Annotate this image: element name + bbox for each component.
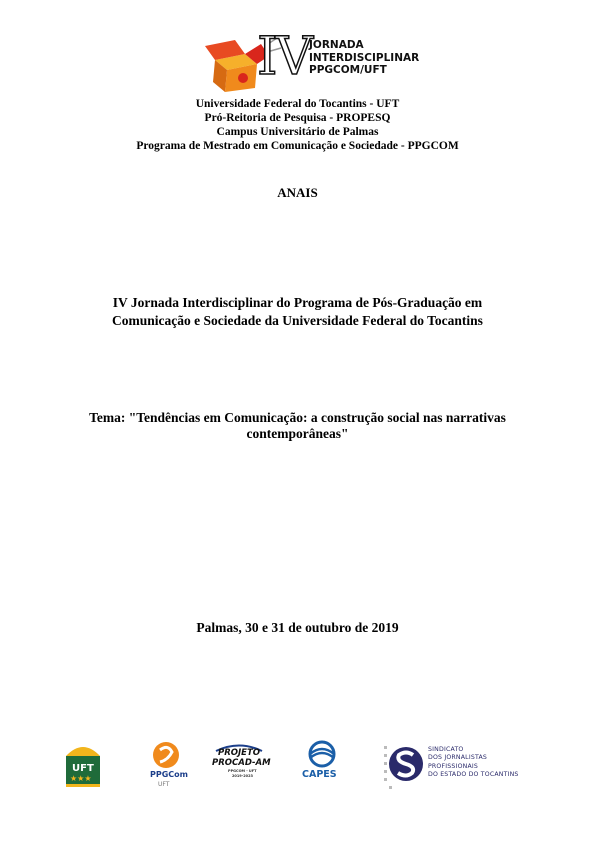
logo-line: JORNADA bbox=[309, 39, 364, 51]
institution-line: Campus Universitário de Palmas bbox=[216, 126, 379, 138]
procad-line2: PROCAD-AM bbox=[212, 758, 271, 768]
sjpt-logo bbox=[384, 742, 519, 792]
logo-line: INTERDISCIPLINAR bbox=[309, 51, 420, 64]
ppgcom-swirl-icon bbox=[146, 740, 186, 770]
event-title-line: IV Jornada Interdisciplinar do Programa de Pós-Graduação em bbox=[112, 295, 483, 310]
theme-line: contemporâneas" bbox=[246, 426, 349, 441]
ppgcom-sub: UFT bbox=[158, 781, 170, 788]
ppgcom-label: PPGCom bbox=[150, 770, 188, 779]
ppgcom-logo bbox=[146, 740, 186, 792]
uft-label: UFT bbox=[72, 763, 94, 774]
sjpt-line: DOS JORNALISTAS bbox=[428, 754, 488, 762]
event-title bbox=[0, 294, 595, 330]
procad-logo bbox=[210, 742, 271, 782]
capes-label: CAPES bbox=[302, 769, 337, 780]
event-title-line: Comunicação e Sociedade da Universidade Federal do Tocantins bbox=[112, 313, 483, 328]
uft-logo bbox=[62, 738, 104, 788]
sjpt-line: DO ESTADO DO TOCANTINS bbox=[428, 771, 519, 779]
procad-sub1: PPGCOM - UFT bbox=[228, 769, 257, 773]
date-place: Palmas, 30 e 31 de outubro de 2019 bbox=[196, 620, 399, 635]
logo-roman-numeral: IV bbox=[257, 27, 312, 87]
jornada-logo bbox=[205, 27, 420, 96]
logo-text bbox=[309, 39, 419, 77]
sjpt-line: PROFISSIONAIS bbox=[428, 762, 479, 770]
capes-logo bbox=[300, 740, 344, 784]
page-heading: ANAIS bbox=[277, 185, 318, 200]
capes-emblem-icon bbox=[300, 740, 344, 768]
stars-icon: ★★★ bbox=[70, 774, 92, 783]
institution-line: Universidade Federal do Tocantins - UFT bbox=[195, 98, 400, 110]
institution-line: Pró-Reitoria de Pesquisa - PROPESQ bbox=[204, 112, 391, 124]
sjpt-line: SINDICATO bbox=[428, 746, 464, 753]
institution-block bbox=[0, 97, 595, 153]
institution-line: Programa de Mestrado em Comunicação e Sociedade - PPGCOM bbox=[136, 140, 459, 152]
sjpt-text bbox=[428, 746, 519, 780]
procad-sub2: 2019-2023 bbox=[232, 774, 253, 778]
procad-line1: PROJETO bbox=[218, 748, 260, 758]
sjpt-s-emblem-icon bbox=[384, 742, 424, 792]
logo-line: PPGCOM/UFT bbox=[309, 64, 387, 76]
theme bbox=[0, 410, 595, 442]
theme-line: Tema: "Tendências em Comunicação: a construção social nas narrativas bbox=[89, 410, 506, 425]
